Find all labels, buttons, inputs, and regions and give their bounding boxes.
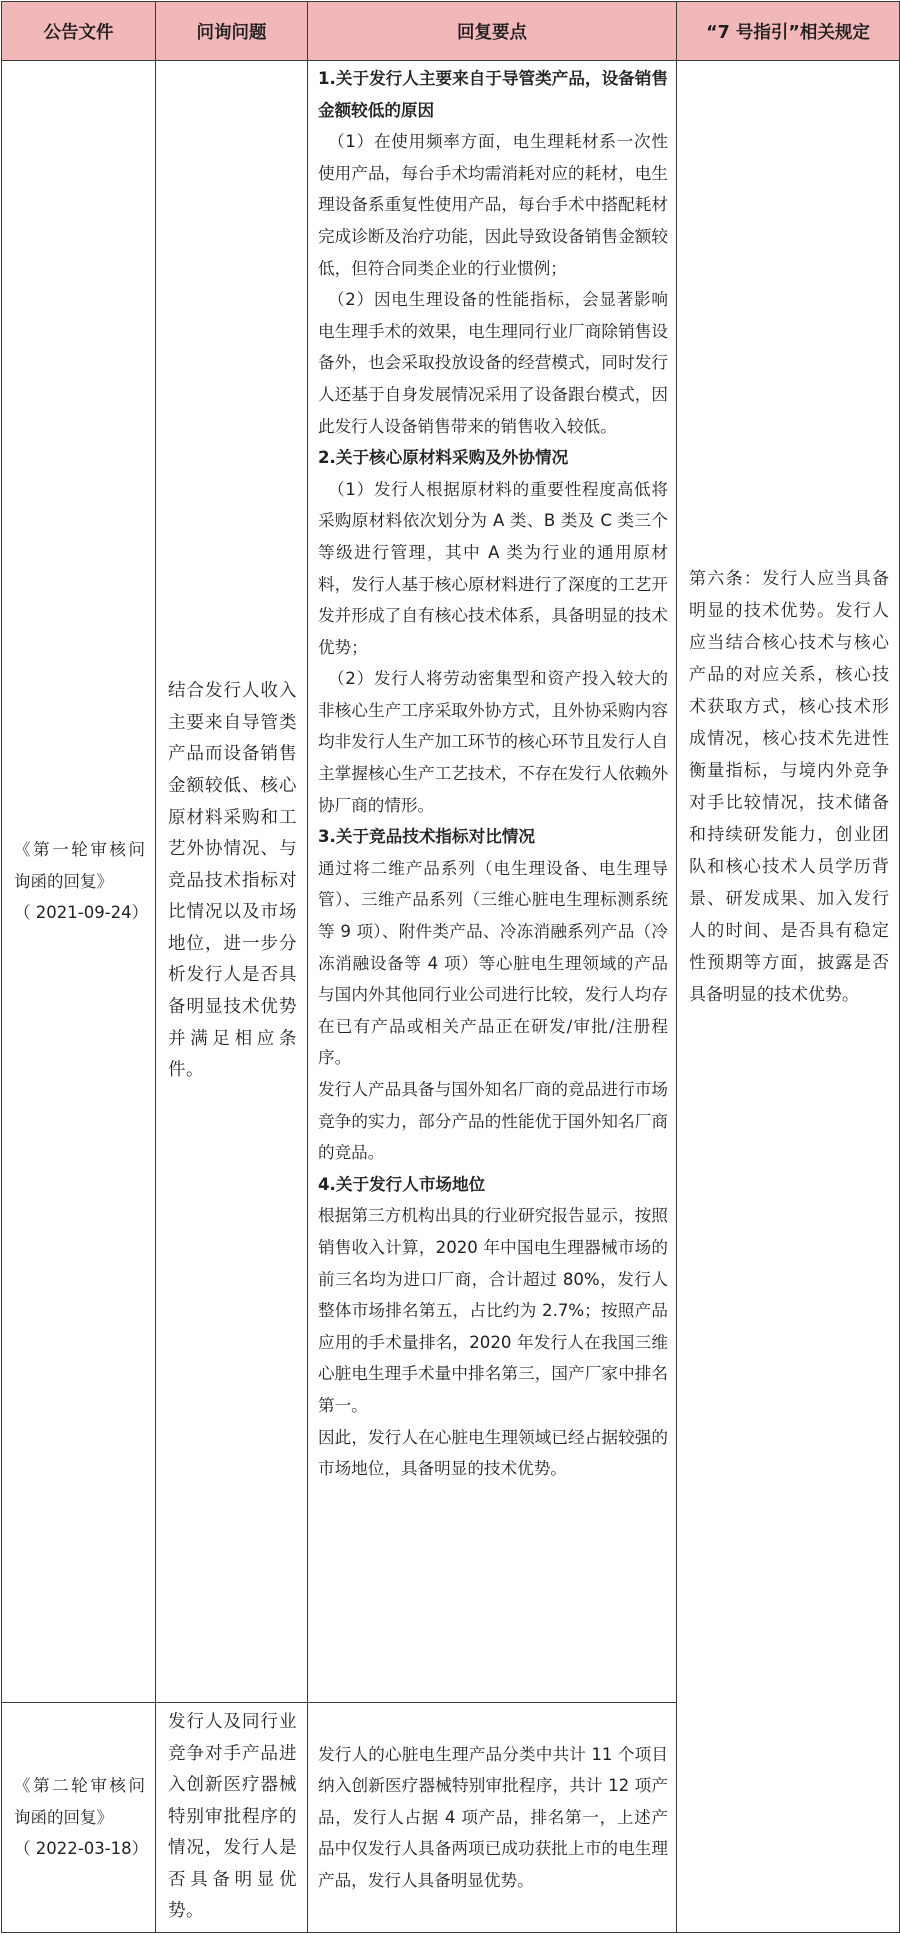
header-rule: “7 号指引”相关规定 — [677, 2, 900, 61]
answer-paragraph: （2）发行人将劳动密集型和资产投入较大的非核心生产工序采取外协方式，且外协采购内容均非发行人生产加工环节的核心环节且发行人自主掌握核心生产工艺技术，不存在发行人依赖外协厂商的情形。 — [318, 669, 668, 815]
table-header-row — [2, 2, 900, 61]
header-answer: 回复要点 — [308, 2, 677, 61]
regulation-comparison-table — [1, 1, 900, 1933]
answer-paragraph: （1）发行人根据原材料的重要性程度高低将采购原材料依次划分为 A 类、B 类及 C 类三个等级进行管理，其中 A 类为行业的通用原材料，发行人基于核心原材料进行了深度的工艺开发并形成了自有核心技术体系，具备明显的技术优势； — [318, 479, 668, 657]
answer-paragraph: 发行人的心脏电生理产品分类中共计 11 个项目纳入创新医疗器械特别审批程序，共计 12 项产品，发行人占据 4 项产品，排名第一，上述产品中仅发行人具备两项已成功获批上市的电生理产品，发行人具备明显优势。 — [318, 1744, 668, 1890]
answer-section-title: 3.关于竞品技术指标对比情况 — [318, 827, 535, 847]
answer-cell — [308, 61, 677, 1703]
header-doc: 公告文件 — [2, 2, 156, 61]
answer-paragraph: 根据第三方机构出具的行业研究报告显示，按照销售收入计算，2020 年中国电生理器械市场的前三名均为进口厂商，合计超过 80%，发行人整体市场排名第五，占比约为 2.7%；按照产品应用的手术量排名，2020 年发行人在我国三维心脏电生理手术量中排名第三，国产厂家中排名第一。 — [318, 1206, 668, 1415]
question-cell: 发行人及同行业竞争对手产品进入创新医疗器械特别审批程序的情况，发行人是否具备明显优势。 — [156, 1703, 308, 1933]
question-cell: 结合发行人收入主要来自导管类产品而设备销售金额较低、核心原材料采购和工艺外协情况、与竞品技术指标对比情况以及市场地位，进一步分析发行人是否具备明显技术优势并满足相应条件。 — [156, 61, 308, 1703]
doc-title: 《第一轮审核问询函的回复》 — [14, 840, 145, 891]
answer-paragraph: 通过将二维产品系列（电生理设备、电生理导管）、三维产品系列（三维心脏电生理标测系统等 9 项）、附件类产品、冷冻消融系列产品（冷冻消融设备等 4 项）等心脏电生理领域的产品与国内外其他同行业公司进行比较，发行人均存在已有产品或相关产品正在研发/审批/注册程序。 — [318, 858, 668, 1068]
rule-cell — [677, 61, 900, 1933]
document-sheet — [1, 1, 899, 1932]
rule-text: 第六条：发行人应当具备明显的技术优势。发行人应当结合核心技术与核心产品的对应关系，核心技术获取方式，核心技术形成情况，核心技术先进性衡量指标，与境内外竞争对手比较情况，技术储备和持续研发能力，创业团队和核心技术人员学历背景、研发成果、加入发行人的时间、是否具有稳定性预期等方面，披露是否具备明显的技术优势。 — [689, 569, 889, 1005]
answer-paragraph: 发行人产品具备与国外知名厂商的竞品进行市场竞争的实力，部分产品的性能优于国外知名厂商的竞品。 — [318, 1080, 668, 1163]
header-question: 问询问题 — [156, 2, 308, 61]
doc-date: （ 2022-03-18） — [14, 1839, 149, 1859]
answer-section-title: 2.关于核心原材料采购及外协情况 — [318, 448, 569, 468]
doc-date: （ 2021-09-24） — [14, 903, 149, 923]
answer-paragraph: （2）因电生理设备的性能指标，会显著影响电生理手术的效果，电生理同行业厂商除销售设备外，也会采取投放设备的经营模式，同时发行人还基于自身发展情况采用了设备跟台模式，因此发行人设备销售带来的销售收入较低。 — [318, 290, 668, 436]
answer-paragraph: 因此，发行人在心脏电生理领域已经占据较强的市场地位，具备明显的技术优势。 — [318, 1427, 668, 1479]
doc-cell — [2, 61, 156, 1703]
answer-cell — [308, 1703, 677, 1933]
answer-section-title: 4.关于发行人市场地位 — [318, 1174, 486, 1194]
table-row — [2, 61, 900, 1703]
doc-title: 《第二轮审核问询函的回复》 — [14, 1776, 145, 1827]
doc-cell — [2, 1703, 156, 1933]
answer-paragraph: （1）在使用频率方面，电生理耗材系一次性使用产品，每台手术均需消耗对应的耗材，电生理设备系重复性使用产品，每台手术中搭配耗材完成诊断及治疗功能，因此导致设备销售金额较低，但符合同类企业的行业惯例； — [318, 132, 668, 278]
answer-section-title: 1.关于发行人主要来自于导管类产品，设备销售金额较低的原因 — [318, 69, 668, 120]
